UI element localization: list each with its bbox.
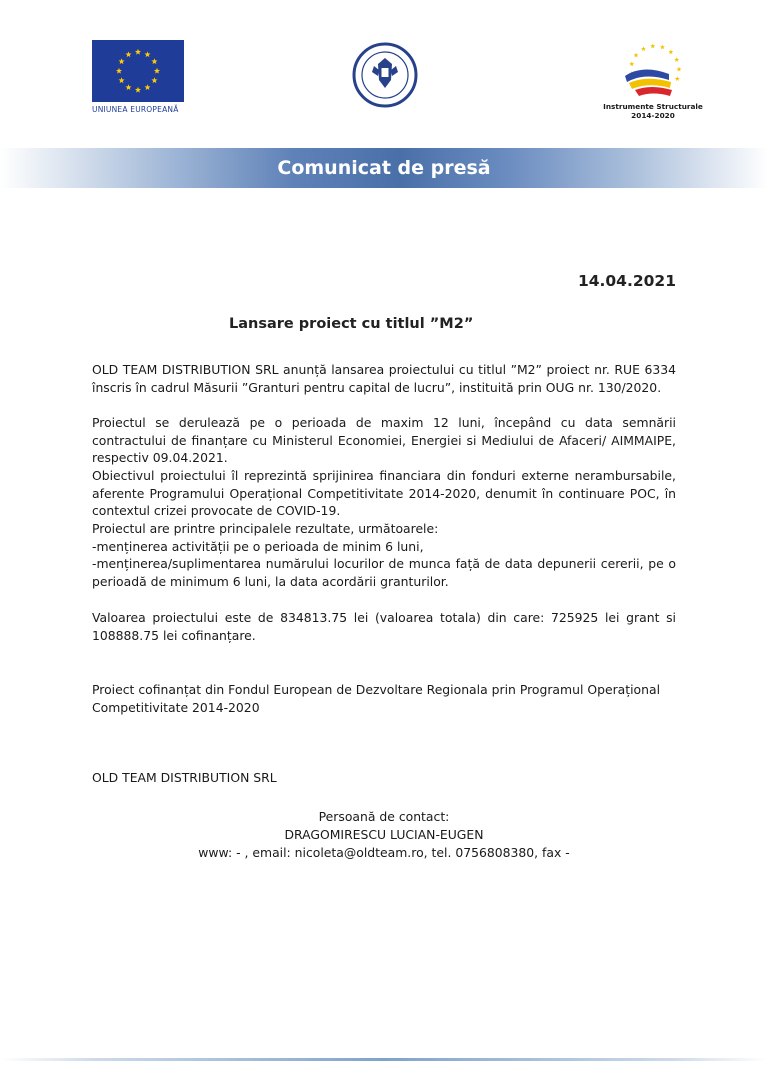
release-date: 14.04.2021 (577, 272, 676, 290)
project-title: Lansare proiect cu titlul ”M2” (229, 316, 474, 332)
government-seal (352, 42, 418, 108)
is-label-line1: Instrumente Structurale (603, 102, 703, 111)
structural-instruments-icon (617, 36, 689, 102)
result-item-2: -menținerea/suplimentarea numărului locurilor de munca față de data depunerii cererii, pe o perioadă de minimum 6 luni, la data acordării granturilor. (92, 556, 676, 589)
contact-name: DRAGOMIRESCU LUCIAN-EUGEN (284, 827, 484, 842)
logo-strip (0, 0, 768, 140)
eu-label: UNIUNEA EUROPEANĂ (92, 105, 179, 114)
company-name: OLD TEAM DISTRIBUTION SRL (92, 770, 277, 785)
paragraph-duration: Proiectul se derulează pe o perioada de maxim 12 luni, începând cu data semnării contractului de finanțare cu Ministerul Economiei, Energiei si Mediului de Afaceri/ AIMMAIPE, respectiv 09.04.2021. (92, 415, 676, 466)
paragraph-cofinancing: Proiect cofinanțat din Fondul European de Dezvoltare Regionala prin Programul Operațional Competitivitate 2014-2020 (92, 682, 661, 715)
banner-title: Comunicat de presă (277, 157, 491, 179)
structural-instruments-logo (598, 36, 708, 120)
paragraph-value: Valoarea proiectului este de 834813.75 lei (valoarea totala) din care: 725925 lei grant si 108888.75 lei cofinanțare. (92, 610, 676, 643)
paragraph-announcement: OLD TEAM DISTRIBUTION SRL anunță lansarea proiectului cu titlul ”M2” proiect nr. RUE 6334 înscris în cadrul Măsurii ”Granturi pentru capital de lucru”, instituită prin OUG nr. 130/2020. (92, 362, 676, 395)
paragraph-objective: Obiectivul proiectului îl reprezintă sprijinirea financiara din fonduri externe nerambursabile, aferente Programului Operațional Competitivitate 2014-2020, denumit în continuare POC, în contextul crizei provocate de COVID-19. (92, 468, 676, 519)
footer-divider (0, 1058, 768, 1061)
eu-flag-icon (92, 40, 184, 102)
government-seal-icon (352, 42, 418, 108)
contact-details: www: - , email: nicoleta@oldteam.ro, tel. 0756808380, fax - (198, 845, 570, 860)
eu-logo (92, 40, 184, 114)
paragraph-results-intro: Proiectul are printre principalele rezultate, următoarele: (92, 521, 439, 536)
is-label-line2: 2014-2020 (631, 111, 675, 120)
contact-label: Persoană de contact: (318, 809, 450, 824)
press-release-banner (0, 148, 768, 188)
result-item-1: -menținerea activității pe o perioada de minim 6 luni, (92, 539, 424, 554)
